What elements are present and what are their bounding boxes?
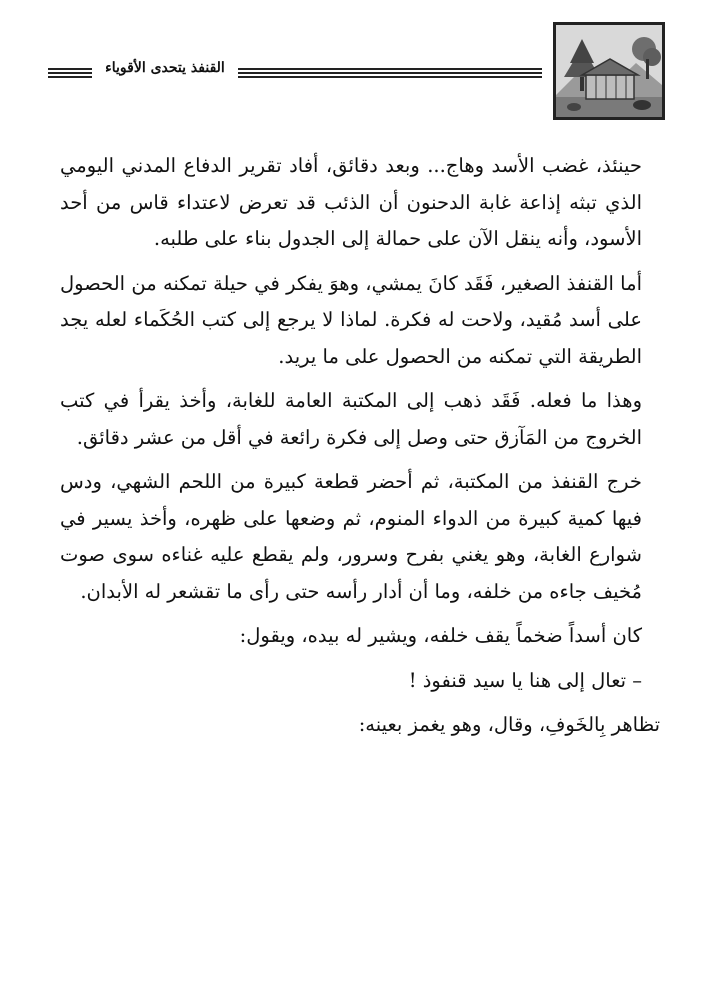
header-rule-right (238, 68, 542, 78)
paragraph: تظاهر بِالخَوفِ، وقال، وهو يغمز بعينه: (358, 713, 660, 736)
book-title: القنفذ يتحدى الأقوياء (105, 60, 225, 76)
header-rule-left (48, 68, 92, 78)
paragraph: أما القنفذ الصغير، فَقَد كانَ يمشي، وهوَ يفكر في حيلة تمكنه من الحصول على أسد مُقيد، ولاحت له فكرة. لماذا لا يرجع إلى كتب الحُكَماء لعله يجد الطريقة التي تمكنه من الحصول على ما يريد. (60, 271, 642, 368)
page-header (0, 0, 720, 140)
forest-hut-illustration-icon (553, 22, 665, 120)
paragraph: وهذا ما فعله. فَقَد ذهب إلى المكتبة العامة للغابة، وأخذ يقرأ في كتب الخروج من المَآزق حتى وصل إلى فكرة رائعة في أقل من عشر دقائق. (60, 389, 642, 449)
story-text (60, 148, 660, 752)
dialogue-line: – تعال إلى هنا يا سيد قنفوذ ! (408, 668, 642, 692)
paragraph: كان أسداً ضخماً يقف خلفه، ويشير له بيده، ويقول: (239, 624, 642, 647)
paragraph: حينئذ، غضب الأسد وهاج... وبعد دقائق، أفاد تقرير الدفاع المدني اليومي الذي تبثه إذاعة غابة الدحنون أن الذئب قد تعرض لاعتداء قاس من أحد الأسود، وأنه ينقل الآن على حمالة إلى الجدول بناء على طلبه. (60, 154, 642, 250)
paragraph: خرج القنفذ من المكتبة، ثم أحضر قطعة كبيرة من اللحم الشهي، ودس فيها كمية كبيرة من الدواء المنوم، ثم وضعها على ظهره، وأخذ يسير في شوارع الغابة، وهو يغني بفرح وسرور، ولم يقطع عليه غناءه سوى صوت مُخيف جاءه من خلفه، وما أن أدار رأسه حتى رأى ما تقشعر له الأبدان. (60, 470, 642, 603)
